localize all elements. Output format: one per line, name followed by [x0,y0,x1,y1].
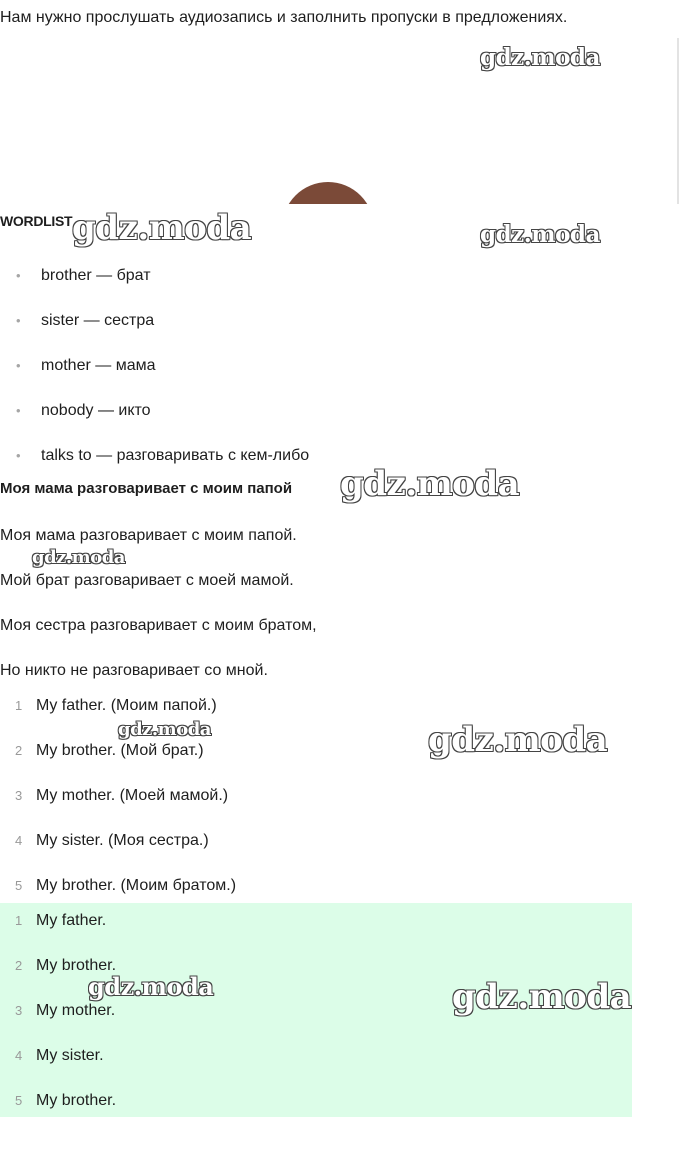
intro-text: Нам нужно прослушать аудиозапись и заполнить пропуски в предложениях. [0,9,568,26]
wordlist-heading: WORDLIST [0,213,73,229]
answer-list [0,909,116,1134]
item-text: My brother. (Моим братом.) [36,877,237,894]
item-number: 3 [15,788,23,803]
item-text: My brother. (Мой брат.) [36,742,204,759]
poem-line: Моя мама разговаривает с моим папой. [0,527,297,544]
list-item [0,909,116,954]
poem-line: Моя сестра разговаривает с моим братом, [0,617,317,634]
item-number: 1 [15,698,23,713]
watermark: gdz.moda [32,547,125,568]
list-item [0,1044,116,1089]
item-text: My father. (Моим папой.) [36,697,217,714]
item-number: 5 [15,878,23,893]
item-text: My father. [36,912,107,929]
watermark: gdz.moda [480,44,600,71]
item-text: My brother. [36,957,117,974]
media-cover-icon[interactable] [282,182,374,204]
media-player[interactable] [270,160,390,204]
watermark: gdz.moda [88,972,214,1001]
item-text: My mother. [36,1002,116,1019]
item-text: My brother. [36,1092,117,1109]
item-number: 2 [15,743,23,758]
item-number: 4 [15,1048,23,1063]
watermark: gdz.moda [72,208,252,248]
list-item [0,829,236,874]
watermark: gdz.moda [480,221,600,248]
list-item: • sister — сестра [0,309,309,354]
item-number: 4 [15,833,23,848]
item-number: 1 [15,913,23,928]
item-text: My sister. (Моя сестра.) [36,832,209,849]
poem-title: Моя мама разговаривает с моим папой [0,480,293,497]
poem-line: Мой брат разговаривает с моей мамой. [0,572,294,589]
watermark: gdz.moda [340,464,520,504]
item-number: 3 [15,1003,23,1018]
watermark: gdz.moda [428,720,608,760]
wordlist [0,264,309,489]
scrollbar[interactable] [677,38,679,204]
list-item [0,999,116,1044]
item-text: My mother. (Моей мамой.) [36,787,229,804]
list-item [0,1089,116,1134]
item-number: 5 [15,1093,23,1108]
list-item [0,739,236,784]
watermark: gdz.moda [118,719,211,740]
item-text: My sister. [36,1047,104,1064]
poem-line: Но никто не разговаривает со мной. [0,662,268,679]
list-item [0,784,236,829]
list-item: • mother — мама [0,354,309,399]
list-item: • nobody — икто [0,399,309,444]
list-item: • brother — брат [0,264,309,309]
item-number: 2 [15,958,23,973]
watermark: gdz.moda [452,977,632,1017]
list-item: • talks to — разговаривать с кем-либо [0,444,309,489]
